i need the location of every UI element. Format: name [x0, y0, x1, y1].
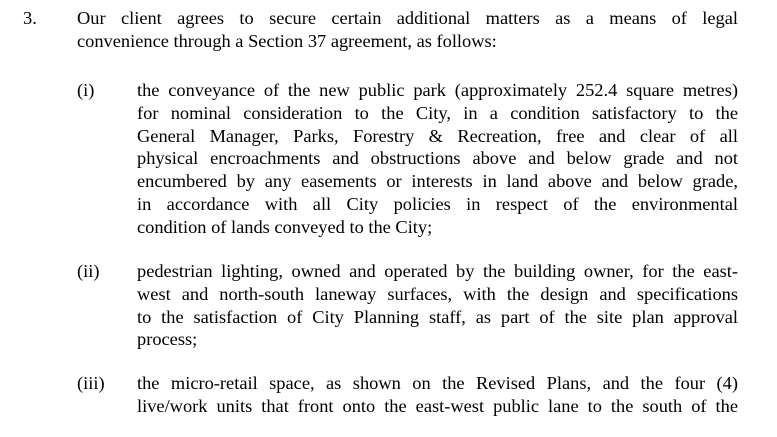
section-intro-line: Our client agrees to secure certain additional matters as a means of legal: [77, 8, 738, 28]
item-line: General Manager, Parks, Forestry & Recreation, free and clear of all: [137, 125, 738, 146]
item-label: (i): [77, 80, 95, 100]
item-label: (ii): [77, 261, 100, 281]
item-line: the micro-retail space, as shown on the Revised Plans, and the four (4): [137, 373, 738, 393]
item-line: for nominal consideration to the City, in a condition satisfactory to the: [137, 102, 738, 123]
item-line: encumbered by any easements or interests in land above and below grade,: [137, 171, 738, 192]
item-line: to the satisfaction of City Planning staff, as part of the site plan approval: [137, 306, 738, 327]
item-text: [137, 79, 738, 239]
item-line: west and north-south laneway surfaces, with the design and specifications: [137, 283, 738, 304]
item-label: (iii): [77, 373, 105, 393]
item-line: condition of lands conveyed to the City;: [137, 216, 433, 237]
section-number: 3.: [23, 8, 37, 28]
item-line: process;: [137, 329, 198, 350]
item-line: the conveyance of the new public park (approximately 252.4 square metres): [137, 80, 738, 100]
section-intro-line: convenience through a Section 37 agreement, as follows:: [77, 30, 497, 51]
item-text: [137, 372, 738, 418]
item-text: [137, 260, 738, 351]
section-intro-text: [77, 7, 738, 53]
item-line: physical encroachments and obstructions above and below grade and not: [137, 148, 738, 169]
item-line: in accordance with all City policies in respect of the environmental: [137, 193, 738, 214]
item-line: pedestrian lighting, owned and operated by the building owner, for the east-: [137, 261, 738, 281]
item-line: live/work units that front onto the east-west public lane to the south of the: [137, 395, 738, 416]
